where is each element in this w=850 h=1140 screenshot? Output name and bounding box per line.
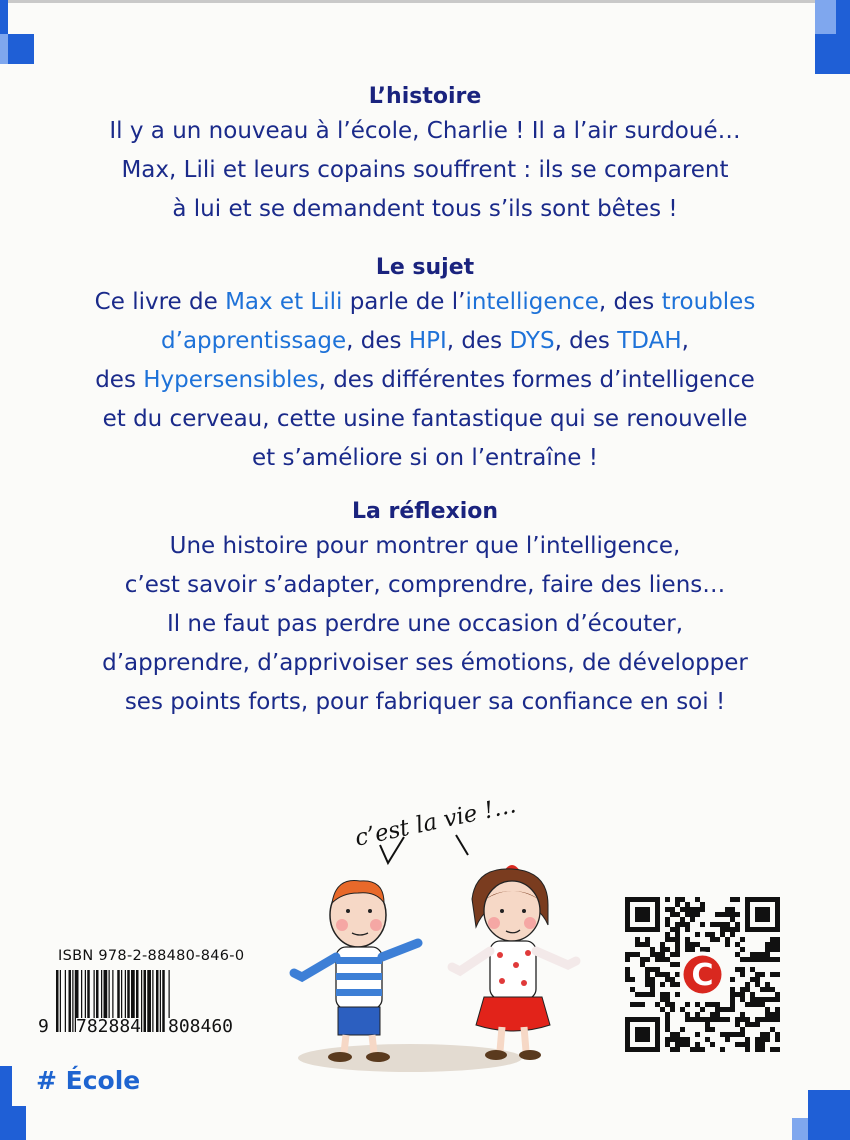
text-segment: Il ne faut pas perdre une occasion d’écouter, [166,611,684,637]
text-line [0,527,850,566]
highlighted-term: troubles [661,289,756,315]
qr-code [625,897,780,1052]
section-body [0,283,850,478]
section-heading: L’histoire [368,84,482,109]
text-line [0,439,850,478]
text-segment: et du cerveau, cette usine fantastique qui se renouvelle [102,406,748,432]
isbn-label: ISBN 978-2-88480-846-0 [58,948,245,964]
text-line [0,283,850,322]
section-body [0,112,850,229]
lili-character [452,865,576,1060]
isbn-block [36,948,256,1037]
text-segment: Il y a un nouveau à l’école, Charlie ! Il a l’air surdoué… [109,118,741,144]
text-line [0,112,850,151]
highlighted-term: Max et Lili [225,289,343,315]
highlighted-term: HPI [408,328,447,354]
section-heading: Le sujet [375,255,475,280]
text-line [0,190,850,229]
text-segment: d’apprendre, d’apprivoiser ses émotions, de développer [102,650,748,676]
text-segment: à lui et se demandent tous s’ils sont bêtes ! [172,196,678,222]
highlighted-term: Hypersensibles [143,367,319,393]
text-segment: Une histoire pour montrer que l’intelligence, [169,533,681,559]
barcode-digit-lead: 9 [38,1016,49,1037]
text-line [0,400,850,439]
text-segment: , des différentes formes d’intelligence [318,367,755,393]
publisher-logo-letter: C [691,958,714,993]
text-segment: , des [554,328,618,354]
text-segment: parle de l’ [342,289,466,315]
text-line [0,605,850,644]
text-segment: c’est savoir s’adapter, comprendre, faire des liens… [124,572,726,598]
section-histoire [0,82,850,229]
text-segment: , des [446,328,510,354]
text-line [0,683,850,722]
text-segment: ses points forts, pour fabriquer sa confiance en soi ! [124,689,726,715]
text-segment: Max, Lili et leurs copains souffrent : ils se comparent [121,157,729,183]
highlighted-term: d’apprentissage [161,328,347,354]
text-segment: , des [598,289,662,315]
section-reflexion [0,497,850,722]
highlighted-term: TDAH [617,328,682,354]
text-segment: , [681,328,689,354]
barcode-digits-left: 782884 [76,1016,142,1037]
text-segment: Ce livre de [94,289,226,315]
section-sujet [0,253,850,478]
section-heading: La réflexion [351,499,499,524]
text-segment: des [95,367,144,393]
section-body [0,527,850,722]
highlighted-term: intelligence [465,289,599,315]
text-segment: , des [346,328,409,354]
characters-illustration [280,775,590,1075]
barcode-digits-right: 808460 [168,1016,234,1037]
text-line [0,566,850,605]
max-character [294,880,418,1062]
category-tag: # École [36,1066,141,1095]
text-line [0,361,850,400]
highlighted-term: DYS [509,328,555,354]
text-segment: et s’améliore si on l’entraîne ! [252,445,598,471]
text-line [0,322,850,361]
top-edge-line [0,0,850,3]
speech-bubble-text: c’est la vie !… [352,792,519,852]
text-line [0,151,850,190]
text-line [0,644,850,683]
